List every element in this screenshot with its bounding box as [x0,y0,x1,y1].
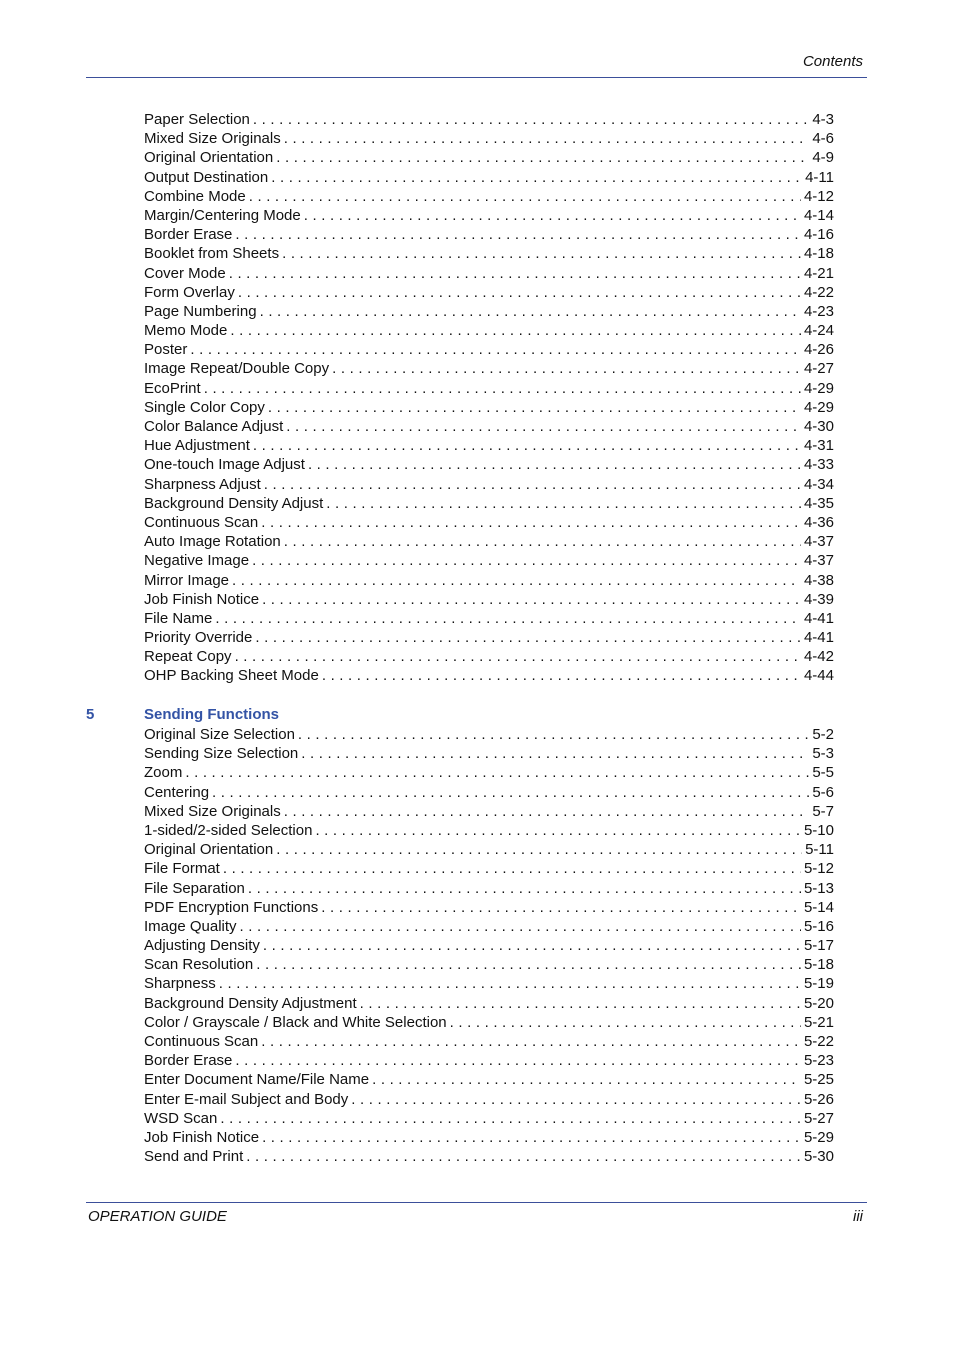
toc-entry-page: 5-11 [805,841,834,859]
toc-entry-label: Paper Selection [144,111,250,128]
toc-entry[interactable] [144,783,834,802]
toc-entry-label: Image Repeat/Double Copy [144,360,330,378]
toc-entry-label: Continuous Scan [144,1033,259,1050]
toc-entry-page: 4-39 [803,590,834,608]
dot-leader [185,763,809,782]
toc-entry-page: 4-37 [803,552,834,570]
toc-entry[interactable] [144,436,834,455]
toc-entry-label: Hue Adjustment [144,437,250,455]
toc-entry-label: Border Erase [144,226,233,244]
dot-leader [271,168,802,187]
toc-entry-page: 4-36 [803,513,834,531]
toc-entry[interactable] [144,590,834,609]
toc-entry[interactable] [144,802,834,821]
toc-entry-page: 4-18 [803,245,834,263]
toc-entry[interactable] [144,302,834,321]
toc-entry-label: WSD Scan [144,1109,218,1127]
toc-entry-page: 5-22 [803,1033,834,1050]
toc-entry[interactable] [144,551,834,570]
toc-entry-label: Image Quality [144,917,237,935]
toc-entry[interactable] [144,628,834,647]
toc-entry-label: Sharpness [144,975,216,993]
dot-leader [304,206,801,225]
toc-entry-page: 4-24 [803,322,834,340]
toc-entry-label: Enter Document Name/File Name [144,1071,370,1089]
toc-entry[interactable] [144,417,834,436]
toc-entry-label: Original Orientation [144,841,274,859]
dot-leader [220,1109,801,1128]
toc-entry-label: Original Orientation [144,149,274,167]
dot-leader [246,1147,801,1166]
dot-leader [215,609,801,628]
toc-entry[interactable] [144,859,834,878]
dot-leader [255,628,801,647]
dot-leader [252,551,801,570]
toc-entry-label: Single Color Copy [144,398,265,416]
toc-entry[interactable] [144,168,834,187]
dot-leader [235,1051,801,1070]
toc-entry-page: 4-16 [803,226,834,244]
toc-entry[interactable] [144,264,834,283]
toc-entry[interactable] [144,206,834,225]
dot-leader [322,666,801,685]
toc-entry[interactable] [144,763,834,782]
toc-entry[interactable] [144,879,834,898]
toc-entry-page: 4-14 [803,206,834,224]
toc-entry-page: 4-3 [812,111,834,128]
toc-entry-page: 5-21 [803,1013,834,1031]
toc-entry[interactable] [144,994,834,1013]
toc-entry-label: Priority Override [144,629,253,647]
toc-entry-label: Background Density Adjust [144,494,324,512]
dot-leader [260,302,801,321]
page-header-title: Contents [802,53,863,70]
toc-entry-label: Job Finish Notice [144,590,260,608]
toc-entry-page: 4-37 [803,533,834,551]
toc-entry-page: 5-16 [803,917,834,935]
dot-leader [321,898,801,917]
toc-entry-label: Color / Grayscale / Black and White Selection [144,1013,447,1031]
toc-entry-label: Output Destination [144,168,269,186]
toc-entry[interactable] [144,110,834,129]
dot-leader [332,359,801,378]
dot-leader [360,994,801,1013]
toc-entry-label: Sending Size Selection [144,745,299,763]
toc-entry-page: 4-12 [803,187,834,205]
dot-leader [253,436,801,455]
dot-leader [262,590,801,609]
toc-entry-label: OHP Backing Sheet Mode [144,667,319,685]
toc-entry[interactable] [144,821,834,840]
toc-entry[interactable] [144,340,834,359]
dot-leader [284,532,801,551]
toc-entry-page: 4-31 [803,437,834,455]
toc-entry[interactable] [144,666,834,685]
toc-entry[interactable] [144,475,834,494]
dot-leader [261,1032,801,1051]
toc-entry-page: 5-5 [812,764,834,782]
toc-entry[interactable] [144,455,834,474]
dot-leader [229,264,801,283]
toc-entry-page: 4-29 [803,398,834,416]
toc-entry[interactable] [144,1070,834,1089]
toc-entry-page: 4-21 [803,264,834,282]
toc-entry[interactable] [144,744,834,763]
toc-entry-label: One-touch Image Adjust [144,456,305,474]
toc-entry[interactable] [144,1090,834,1109]
toc-entry-page: 5-17 [803,937,834,955]
toc-entry-label: Send and Print [144,1148,244,1166]
dot-leader [262,1128,801,1147]
toc-entry-page: 4-42 [803,648,834,666]
toc-entry-page: 5-2 [812,726,834,743]
toc-entry[interactable] [144,1051,834,1070]
toc-entry[interactable] [144,840,834,859]
toc-entry-page: 4-23 [803,302,834,320]
toc-entry-page: 5-25 [803,1071,834,1089]
toc-entry-label: Color Balance Adjust [144,418,284,435]
toc-entry-label: Form Overlay [144,283,235,301]
toc-entry-page: 4-22 [803,283,834,301]
toc-entry[interactable] [144,379,834,398]
footer-page-number: iii [853,1208,863,1225]
toc-entry[interactable] [144,955,834,974]
toc-entry-label: Mirror Image [144,571,230,589]
dot-leader [263,936,801,955]
dot-leader [264,475,801,494]
toc-entry-label: Zoom [144,764,183,782]
toc-entry[interactable] [144,725,834,744]
toc-entry-page: 4-9 [812,149,834,167]
toc-entry[interactable] [144,359,834,378]
header-rule [86,77,867,78]
dot-leader [268,398,801,417]
toc-entry-page: 5-10 [803,821,834,839]
toc-entry-page: 5-30 [803,1148,834,1166]
dot-leader [232,571,801,590]
toc-entry-label: File Format [144,860,220,878]
dot-leader [249,187,801,206]
dot-leader [284,129,810,148]
dot-leader [204,379,801,398]
toc-entry-label: Margin/Centering Mode [144,206,301,224]
dot-leader [230,321,801,340]
toc-entry-page: 5-13 [803,879,834,897]
toc-entry-page: 5-29 [803,1128,834,1146]
dot-leader [261,513,801,532]
toc-entry[interactable] [144,532,834,551]
toc-entry-label: Scan Resolution [144,956,254,974]
toc-entry-page: 4-41 [803,609,834,627]
dot-leader [284,802,810,821]
toc-entry-page: 5-7 [812,802,834,820]
toc-entry-label: Combine Mode [144,187,246,205]
dot-leader [308,455,801,474]
toc-entry-page: 5-3 [812,745,834,763]
toc-entry-label: Adjusting Density [144,937,260,955]
dot-leader [235,647,801,666]
toc-entry-label: Memo Mode [144,322,228,340]
toc-entry-label: 1-sided/2-sided Selection [144,821,313,839]
toc-entry-page: 4-26 [803,341,834,359]
toc-entry[interactable] [144,225,834,244]
dot-leader [248,879,801,898]
dot-leader [351,1090,801,1109]
toc-entry-label: File Separation [144,879,245,897]
dot-leader [256,955,801,974]
toc-entry[interactable] [144,571,834,590]
dot-leader [240,917,801,936]
toc-entry-page: 4-6 [812,130,834,148]
toc-entry[interactable] [144,148,834,167]
toc-entry-label: EcoPrint [144,379,201,397]
toc-entry-label: Negative Image [144,552,250,570]
toc-entry-label: Page Numbering [144,302,257,320]
toc-entry-page: 5-19 [803,975,834,993]
toc-entry-label: File Name [144,609,213,627]
toc-entry-page: 4-35 [803,494,834,512]
toc-entry-page: 4-38 [803,571,834,589]
toc-entry[interactable] [144,936,834,955]
toc-entry-label: Background Density Adjustment [144,994,357,1012]
toc-entry-page: 5-12 [803,860,834,878]
toc-entry-label: Mixed Size Originals [144,802,281,820]
toc-entry[interactable] [144,898,834,917]
toc-entry-page: 5-23 [803,1052,834,1070]
toc-entry[interactable] [144,321,834,340]
toc-entry-label: Cover Mode [144,264,226,282]
toc-entry-label: Mixed Size Originals [144,130,281,148]
toc-entry[interactable] [144,974,834,993]
dot-leader [372,1070,801,1089]
toc-entry-page: 5-6 [812,783,834,801]
toc-entry-page: 5-27 [803,1109,834,1127]
toc-entry-page: 5-26 [803,1090,834,1108]
toc-entry[interactable] [144,917,834,936]
toc-entry[interactable] [144,1109,834,1128]
toc-entry-label: Booklet from Sheets [144,245,280,263]
toc-entry-label: Continuous Scan [144,513,259,531]
dot-leader [276,148,809,167]
dot-leader [212,783,809,802]
dot-leader [190,340,801,359]
toc-entry[interactable] [144,1147,834,1166]
toc-entry-page: 5-14 [803,898,834,916]
toc-entry-page: 4-34 [803,475,834,493]
toc-entry[interactable] [144,187,834,206]
toc-entry[interactable] [144,129,834,148]
dot-leader [223,859,801,878]
toc-entry-label: Border Erase [144,1052,233,1070]
dot-leader [219,974,801,993]
toc-entry[interactable] [144,494,834,513]
toc-entry-page: 4-11 [805,168,834,186]
toc-entry-label: Enter E-mail Subject and Body [144,1090,349,1108]
dot-leader [253,110,809,129]
chapter-title[interactable]: Sending Functions [144,706,279,723]
dot-leader [235,225,801,244]
chapter-number[interactable]: 5 [86,706,95,723]
toc-entry[interactable] [144,398,834,417]
toc-entry-label: Job Finish Notice [144,1128,260,1146]
dot-leader [301,744,809,763]
dot-leader [450,1013,801,1032]
toc-entry[interactable] [144,244,834,263]
dot-leader [282,244,801,263]
toc-entry-label: Original Size Selection [144,726,295,743]
dot-leader [276,840,802,859]
toc-section-4 [144,110,834,686]
toc-entry-label: Repeat Copy [144,648,232,666]
toc-entry[interactable] [144,1128,834,1147]
toc-entry[interactable] [144,609,834,628]
dot-leader [298,725,809,744]
toc-entry-page: 4-33 [803,456,834,474]
dot-leader [315,821,801,840]
dot-leader [238,283,801,302]
toc-entry-page: 4-44 [803,667,834,685]
toc-entry[interactable] [144,283,834,302]
footer-rule [86,1202,867,1203]
dot-leader [326,494,801,513]
toc-entry-label: Sharpness Adjust [144,475,261,493]
toc-entry-page: 4-41 [803,629,834,647]
toc-entry-page: 4-30 [803,418,834,435]
toc-entry[interactable] [144,647,834,666]
toc-entry-label: Poster [144,341,188,359]
dot-leader [286,417,801,436]
toc-entry-label: Centering [144,783,210,801]
toc-entry-label: Auto Image Rotation [144,533,281,551]
toc-entry-page: 5-20 [803,994,834,1012]
toc-entry[interactable] [144,1013,834,1032]
toc-entry-page: 4-29 [803,379,834,397]
footer-guide-title: OPERATION GUIDE [88,1208,227,1225]
toc-entry[interactable] [144,513,834,532]
toc-entry-page: 5-18 [803,956,834,974]
toc-entry-label: PDF Encryption Functions [144,898,319,916]
toc-section-5 [144,725,834,1166]
toc-entry-page: 4-27 [803,360,834,378]
toc-entry[interactable] [144,1032,834,1051]
